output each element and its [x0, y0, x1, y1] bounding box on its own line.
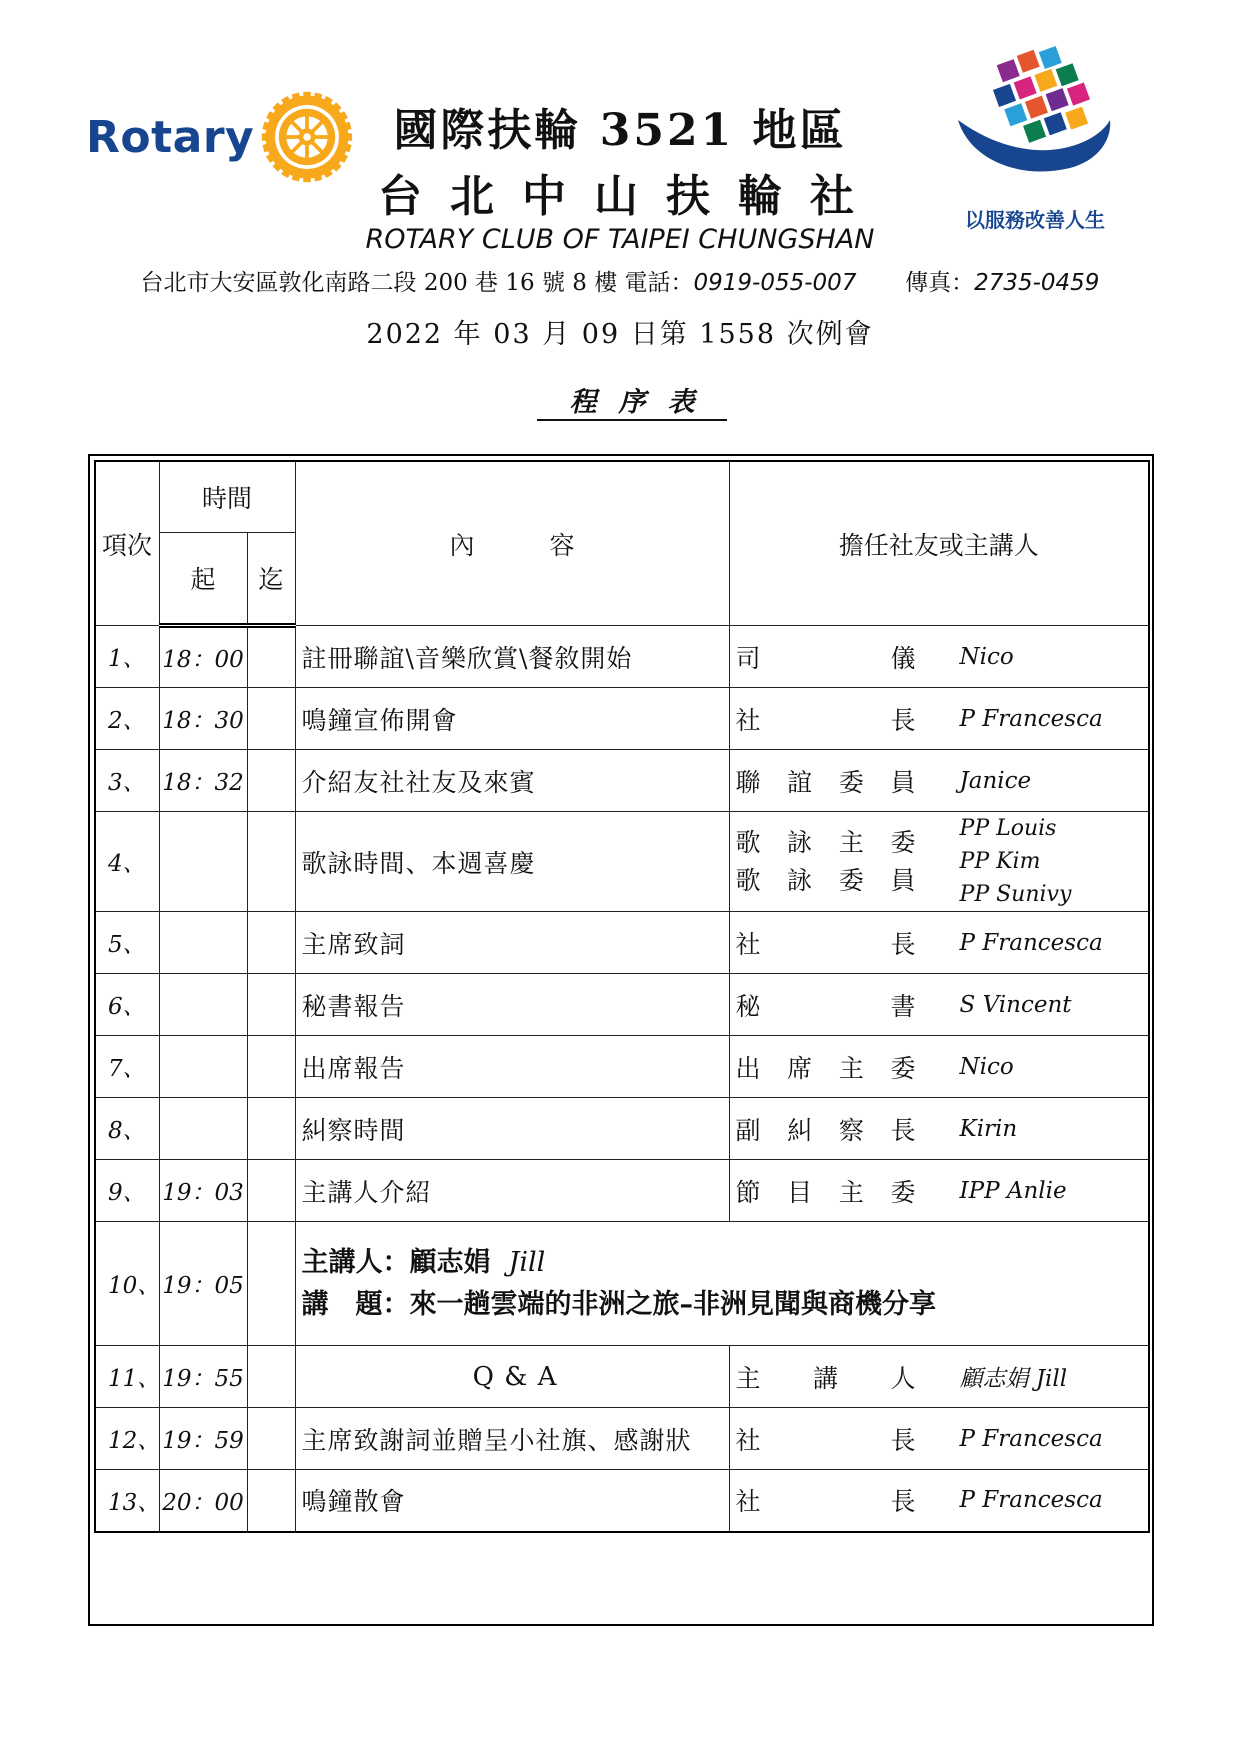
- speaker-cell: [295, 1222, 1149, 1346]
- role-cell: [729, 812, 1149, 912]
- end-time: [247, 1036, 295, 1098]
- item-number: 2、: [95, 688, 159, 750]
- table-row: [95, 1408, 1149, 1470]
- agenda-content: 主講人介紹: [295, 1160, 729, 1222]
- table-row: [95, 1098, 1149, 1160]
- role-cell: [729, 1160, 1149, 1222]
- end-time: [247, 626, 295, 688]
- role-title: 出 席 主 委: [735, 1053, 916, 1083]
- item-number: 9、: [95, 1160, 159, 1222]
- agenda-content: 出席報告: [295, 1036, 729, 1098]
- role-title: 聯 誼 委 員: [735, 767, 916, 797]
- end-time: [247, 974, 295, 1036]
- start-time: 19：05: [159, 1222, 247, 1346]
- end-time: [247, 1408, 295, 1470]
- role-title: 司 儀: [735, 643, 916, 673]
- end-time: [247, 750, 295, 812]
- start-time: 18：00: [159, 626, 247, 688]
- start-time: 20：00: [159, 1470, 247, 1532]
- table-row: [95, 688, 1149, 750]
- header-end: 迄: [247, 533, 295, 626]
- role-title: 社 長: [735, 1487, 916, 1517]
- rotary-wordmark: Rotary: [86, 111, 255, 163]
- role-cell: [729, 626, 1149, 688]
- fax-number: 2735-0459: [974, 270, 1100, 296]
- address: 台北市大安區敦化南路二段 200 巷 16 號 8 樓: [140, 270, 618, 296]
- header-time: 時間: [159, 461, 295, 533]
- agenda-content: 秘書報告: [295, 974, 729, 1036]
- start-time: [159, 912, 247, 974]
- person-name: P Francesca: [959, 929, 1103, 956]
- end-time: [247, 1222, 295, 1346]
- end-time: [247, 1470, 295, 1532]
- header-item: 項次: [95, 461, 159, 626]
- role-cell: [729, 1098, 1149, 1160]
- person-name: PP Kim: [959, 849, 1041, 874]
- item-number: 1、: [95, 626, 159, 688]
- person-name: Nico: [959, 1053, 1014, 1080]
- role-cell: [729, 1408, 1149, 1470]
- header-content: 內 容: [295, 461, 729, 626]
- role-title: 秘 書: [735, 991, 916, 1021]
- club-english-title: ROTARY CLUB OF TAIPEI CHUNGSHAN: [365, 224, 875, 255]
- end-time: [247, 1098, 295, 1160]
- agenda-content: 鳴鐘散會: [295, 1470, 729, 1532]
- start-time: 18：32: [159, 750, 247, 812]
- start-time: [159, 1098, 247, 1160]
- end-time: [247, 912, 295, 974]
- end-time: [247, 1160, 295, 1222]
- person-name: 顧志娟 Jill: [959, 1366, 1068, 1392]
- table-row: [95, 626, 1149, 688]
- role-cell: [729, 1470, 1149, 1532]
- table-row: [95, 912, 1149, 974]
- role-title: 社 長: [735, 929, 916, 959]
- role-title: 副 糾 察 長: [735, 1115, 916, 1145]
- person-name: P Francesca: [959, 705, 1103, 732]
- theme-caption: 以服務改善人生: [965, 208, 1105, 232]
- item-number: 8、: [95, 1098, 159, 1160]
- program-title: 程序表: [537, 380, 727, 421]
- phone-number: 0919-055-007: [693, 270, 857, 296]
- item-number: 5、: [95, 912, 159, 974]
- end-time: [247, 688, 295, 750]
- club-title: 台北中山扶輪社: [378, 171, 882, 222]
- item-number: 12、: [95, 1408, 159, 1470]
- role-title: 節 目 主 委: [735, 1177, 916, 1207]
- fax-label: 傳真：: [905, 270, 975, 296]
- item-number: 13、: [95, 1470, 159, 1532]
- speaker-name: Jill: [508, 1246, 546, 1278]
- end-time: [247, 812, 295, 912]
- end-time: [247, 1346, 295, 1408]
- table-row: [95, 1346, 1149, 1408]
- agenda-content: 主席致詞: [295, 912, 729, 974]
- item-number: 7、: [95, 1036, 159, 1098]
- table-row: [95, 1222, 1149, 1346]
- table-row: [95, 974, 1149, 1036]
- item-number: 4、: [95, 812, 159, 912]
- role-title: 主 講 人: [735, 1363, 916, 1393]
- role-cell: [729, 912, 1149, 974]
- role-cell: [729, 750, 1149, 812]
- table-row: [95, 1160, 1149, 1222]
- speaker-label: 主講人：顧志娟: [301, 1246, 491, 1278]
- agenda-content: 介紹友社社友及來賓: [295, 750, 729, 812]
- role-cell: [729, 1036, 1149, 1098]
- header-start: 起: [159, 533, 247, 626]
- agenda-content: 註冊聯誼\音樂欣賞\餐敘開始: [295, 626, 729, 688]
- contact-line: [0, 264, 1240, 297]
- table-row: [95, 750, 1149, 812]
- role-cell: [729, 1346, 1149, 1408]
- table-row: [95, 812, 1149, 912]
- program-table-frame: [88, 454, 1154, 1626]
- phone-label: 電話：: [624, 270, 694, 296]
- role-title-line: 歌 詠 主 委: [735, 827, 916, 857]
- item-number: 6、: [95, 974, 159, 1036]
- start-time: [159, 812, 247, 912]
- item-number: 10、: [95, 1222, 159, 1346]
- person-name: PP Louis: [959, 816, 1057, 841]
- person-name: Nico: [959, 643, 1014, 670]
- role-title-line: 歌 詠 委 員: [735, 865, 916, 895]
- table-row: [95, 1470, 1149, 1532]
- item-number: 11、: [95, 1346, 159, 1408]
- start-time: 19：59: [159, 1408, 247, 1470]
- header-person: 擔任社友或主講人: [729, 461, 1149, 626]
- person-name: Janice: [959, 767, 1032, 794]
- start-time: [159, 1036, 247, 1098]
- table-row: [95, 1036, 1149, 1098]
- person-name: IPP Anlie: [959, 1177, 1067, 1204]
- person-name: P Francesca: [959, 1425, 1103, 1452]
- speaker-line: [302, 1242, 1149, 1284]
- district-title: 國際扶輪 3521 地區: [393, 105, 847, 156]
- agenda-content: 主席致謝詞並贈呈小社旗、感謝狀: [295, 1408, 729, 1470]
- agenda-content: 歌詠時間、本週喜慶: [295, 812, 729, 912]
- role-title: 社 長: [735, 1425, 916, 1455]
- agenda-content: 糾察時間: [295, 1098, 729, 1160]
- item-number: 3、: [95, 750, 159, 812]
- person-name: S Vincent: [959, 991, 1072, 1018]
- agenda-content: 鳴鐘宣佈開會: [295, 688, 729, 750]
- person-name: PP Sunivy: [959, 882, 1072, 907]
- start-time: [159, 974, 247, 1036]
- person-name: P Francesca: [959, 1487, 1103, 1514]
- meeting-date: 2022 年 03 月 09 日第 1558 次例會: [366, 319, 874, 350]
- program-table: [94, 460, 1150, 1533]
- start-time: 19：03: [159, 1160, 247, 1222]
- person-name: Kirin: [959, 1115, 1018, 1142]
- agenda-content: Q & A: [295, 1346, 729, 1408]
- role-cell: [729, 974, 1149, 1036]
- speech-topic: 講 題：來一趟雲端的非洲之旅–非洲見聞與商機分享: [301, 1288, 937, 1320]
- role-title: 社 長: [735, 705, 916, 735]
- role-cell: [729, 688, 1149, 750]
- start-time: 19：55: [159, 1346, 247, 1408]
- start-time: 18：30: [159, 688, 247, 750]
